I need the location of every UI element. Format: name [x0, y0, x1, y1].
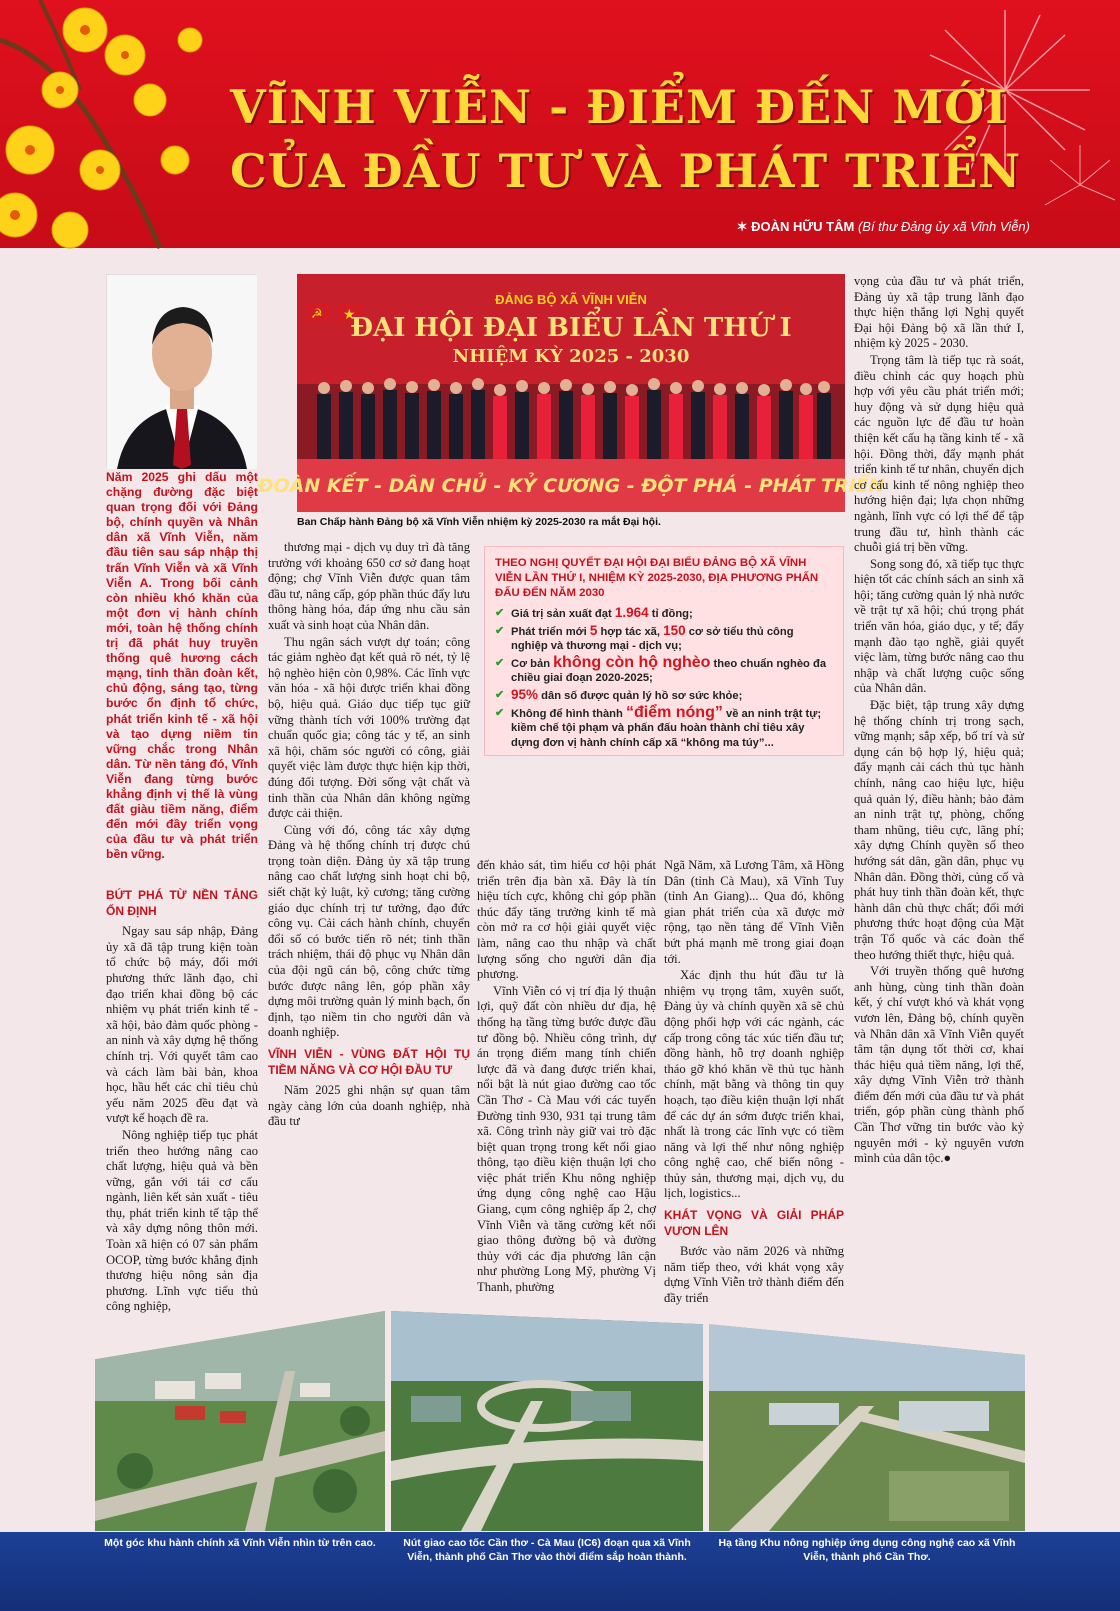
article-column-3	[477, 858, 656, 1310]
paragraph: Với truyền thống quê hương anh hùng, cùng tinh thần đoàn kết, ý chí vượt khó và khát vọng vươn lên, Đảng bộ, chính quyền và Nhân dân xã Vĩnh Viễn quyết tâm tận dụng tốt thời cơ, khai thác hiệu quả tiềm năng, lợi thế, xây dựng Vĩnh Viễn trở thành điểm đến mới của đầu tư và phát triển, góp phần cùng thành phố Cần Thơ vững tin bước vào kỷ nguyên mới - kỷ nguyên vươn mình của dân tộc.●	[854, 964, 1024, 1166]
paragraph: Ngay sau sáp nhập, Đảng ủy xã đã tập trung kiện toàn tổ chức bộ máy, đổi mới phương thức lãnh đạo, chỉ đạo triển khai đồng bộ các nhiệm vụ phát triển kinh tế - xã hội, bảo đảm quốc phòng - an ninh và xây dựng hệ thống chính trị. Với quyết tâm cao và cách làm bài bản, khoa học, hầu hết các chỉ tiêu chủ yếu năm 2025 đều đạt và vượt kế hoạch đề ra.	[106, 924, 258, 1126]
resolution-targets-box	[484, 546, 844, 756]
article-column-2	[268, 540, 470, 1310]
list-item: ✔ Phát triển mới 5 hợp tác xã, 150 cơ sở tiểu thủ công nghiệp và thương mại - dịch vụ;	[495, 622, 794, 653]
paragraph: Vĩnh Viễn có vị trí địa lý thuận lợi, quỹ đất còn nhiều dư địa, hệ thống hạ tầng từng bước được đầu tư đồng bộ. Nhiều công trình, dự án trọng điểm mang tính chiến lược đã và đang được triển khai, nổi bật là nút giao đường cao tốc Cần Thơ - Cà Mau với các tuyến Đường tỉnh 930, 931 tại trung tâm xã. Công trình này giữ vai trò đặc biệt quan trọng trong kết nối giao thông, tạo điều kiện thuận lợi cho việc phát triển Khu nông nghiệp ứng dụng công nghệ cao Hậu Giang, cụm công nghiệp ấp 2, chợ Vĩnh Viễn và tăng cường kết nối giao thông đường bộ và đường thủy với các địa phương lân cận như phường Long Mỹ, phường Vị Thanh, phường	[477, 983, 656, 1295]
paragraph: vọng của đầu tư và phát triển, Đảng ủy xã tập trung lãnh đạo thực hiện thắng lợi Nghị quyết Đại hội Đảng bộ xã lần thứ I, nhiệm kỳ 2025 - 2030.	[854, 274, 1024, 351]
check-icon: ✔	[495, 688, 505, 701]
list-item: ✔ Giá trị sản xuất đạt 1.964 tỉ đồng;	[495, 605, 693, 620]
photo-banner-event: ĐẠI HỘI ĐẠI BIỂU LẦN THỨ I	[350, 313, 792, 343]
section-heading-1: BỨT PHÁ TỪ NỀN TẢNG ỔN ĐỊNH	[106, 888, 258, 918]
paragraph: Bước vào năm 2026 và những năm tiếp theo, với khát vọng xây dựng Vĩnh Viễn trở thành điểm đến đầy triển	[664, 1244, 844, 1306]
paragraph: Ngã Năm, xã Lương Tâm, xã Hồng Dân (tỉnh Cà Mau), xã Vĩnh Tuy (tỉnh An Giang)... Qua đó, không gian phát triển của xã được mở rộng, tạo nền tảng để Vĩnh Viễn bứt phá mạnh mẽ trong giai đoạn tới.	[664, 858, 844, 966]
check-icon: ✔	[495, 624, 505, 637]
author-role: (Bí thư Đảng ủy xã Vĩnh Viễn)	[857, 219, 1030, 234]
photo-banner-term: NHIỆM KỲ 2025 - 2030	[452, 346, 690, 367]
list-item: ✔ 95% dân số được quản lý hồ sơ sức khỏe;	[495, 686, 743, 702]
page-title-line-2: CỦA ĐẦU TƯ VÀ PHÁT TRIỂN	[230, 144, 1022, 198]
byline	[737, 219, 1030, 235]
check-icon: ✔	[495, 706, 505, 719]
targets-list	[495, 606, 833, 750]
congress-photo-caption: Ban Chấp hành Đảng bộ xã Vĩnh Viễn nhiệm kỳ 2025-2030 ra mắt Đại hội.	[297, 516, 661, 528]
paragraph: Nông nghiệp tiếp tục phát triển theo hướng nâng cao chất lượng, hiệu quả và bền vững, gắn với tái cơ cấu ngành, liên kết sản xuất - tiêu thụ, phát triển kinh tế tập thể và xây dựng nông thôn mới. Toàn xã hiện có 07 sản phẩm OCOP, từng bước khẳng định thương hiệu nông sản địa phương. Lĩnh vực tiểu thủ công nghiệp,	[106, 1127, 258, 1314]
svg-text:☭: ☭	[311, 307, 323, 322]
aerial-photo-admin-area	[95, 1311, 385, 1531]
page-title-line-1: VĨNH VIỄN - ĐIỂM ĐẾN MỚI	[230, 80, 1008, 134]
box-title: THEO NGHỊ QUYẾT ĐẠI HỘI ĐẠI BIỂU ĐẢNG BỘ XÃ VĨNH VIỄN LẦN THỨ I, NHIỆM KỲ 2025-2030, ĐỊA PHƯƠNG PHẤN ĐẤU ĐẾN NĂM 2030	[495, 557, 819, 599]
paragraph: Năm 2025 ghi nhận sự quan tâm ngày càng lớn của doanh nghiệp, nhà đầu tư	[268, 1083, 470, 1129]
svg-text:★: ★	[343, 307, 356, 323]
paragraph: Đặc biệt, tập trung xây dựng hệ thống chính trị trong sạch, vững mạnh; sắp xếp, bố trí và sử dụng cán bộ hợp lý, hiệu quả; đẩy mạnh cải cách thủ tục hành chính, nâng cao hiệu lực, hiệu quả quản lý, điều hành; bảo đảm an ninh trật tự, phòng, chống tham nhũng, tiêu cực, lãng phí; xây dựng Chính quyền số theo hướng sát dân, gần dân, phục vụ Nhân dân. Đồng thời, củng cố và phát huy tinh thần đoàn kết, thực hành dân chủ thực chất; đổi mới phương thức hoạt động của Mặt trận Tổ quốc và các đoàn thể theo hướng thiết thực, hiệu quả.	[854, 698, 1024, 962]
lead-paragraph: Năm 2025 ghi dấu một chặng đường đặc biệt quan trọng đối với Đảng bộ, chính quyền và Nhân dân xã Vĩnh Viễn, năm đầu tiên sau sáp nhập thị trấn Vĩnh Viễn và xã Vĩnh Viễn A. Trong bối cảnh còn nhiều khó khăn của một đơn vị hành chính mới, toàn hệ thống chính trị đã phát huy truyền thống quê hương cách mạng, tinh thần đoàn kết, chủ động, sáng tạo, từng bước ổn định tổ chức, phát triển kinh tế - xã hội và tạo dựng niềm tin vững chắc trong Nhân dân. Từ nền tảng đó, Vĩnh Viễn đang từng bước khẳng định vị thế là vùng đất giàu tiềm năng, điểm đến mới đầy triển vọng của đầu tư và phát triển bền vững.	[106, 470, 258, 862]
photo-caption-2: Nút giao cao tốc Cần thơ - Cà Mau (IC6) đoạn qua xã Vĩnh Viễn, thành phố Cần Thơ vào thời điểm sắp hoàn thành.	[403, 1537, 691, 1563]
photo-banner-org: ĐẢNG BỘ XÃ VĨNH VIỄN	[495, 292, 647, 307]
aerial-photo-highway-interchange	[391, 1311, 703, 1531]
aerial-photo-hightech-agri-zone	[709, 1311, 1025, 1531]
paragraph: thương mại - dịch vụ duy trì đà tăng trưởng với khoảng 650 cơ sở đang hoạt động; chợ Vĩnh Viễn được quan tâm đầu tư, nâng cấp, góp phần thúc đẩy lưu thông hàng hóa, đáp ứng nhu cầu sản xuất và sinh hoạt của Nhân dân.	[268, 540, 470, 632]
check-icon: ✔	[495, 656, 505, 669]
aerial-photo-strip	[95, 1311, 1025, 1531]
apricot-blossom-decoration	[0, 0, 250, 248]
congress-photo	[257, 274, 885, 512]
end-mark: ●	[943, 1151, 952, 1166]
check-icon: ✔	[495, 607, 505, 619]
section-heading-2: VĨNH VIỄN - VÙNG ĐẤT HỘI TỤ TIỀM NĂNG VÀ CƠ HỘI ĐẦU TƯ	[268, 1047, 470, 1077]
photo-banner-slogan: ĐOÀN KẾT - DÂN CHỦ - KỶ CƯƠNG - ĐỘT PHÁ - PHÁT TRIỂN	[257, 475, 885, 497]
list-item: ✔ Không để hình thành “điểm nóng” về an ninh trật tự; kiềm chế tội phạm và phấn đấu hoàn thành chỉ tiêu xây dựng đơn vị hành chính cấp xã “không ma túy”...	[495, 703, 822, 749]
paragraph: Xác định thu hút đầu tư là nhiệm vụ trọng tâm, xuyên suốt, Đảng ủy và chính quyền xã sẽ chủ động phối hợp với các ngành, các cấp trong công tác xúc tiến đầu tư; đồng hành, hỗ trợ doanh nghiệp tháo gỡ khó khăn về thủ tục hành chính, mặt bằng và thông tin quy hoạch, tạo điều kiện thuận lợi nhất để các dự án sớm được triển khai, nhất là trong các lĩnh vực có tiềm năng và lợi thế như nông nghiệp công nghệ cao, chế biến nông - thủy sản, thương mại, dịch vụ, du lịch, logistics...	[664, 968, 844, 1201]
star-icon: ✶	[736, 219, 748, 234]
author-name: ĐOÀN HỮU TÂM	[751, 219, 855, 234]
photo-caption-1: Một góc khu hành chính xã Vĩnh Viễn nhìn từ trên cao.	[104, 1537, 376, 1549]
paragraph: đến khảo sát, tìm hiểu cơ hội phát triển trên địa bàn xã. Đây là tín hiệu tích cực, không chỉ góp phần thúc đẩy tăng trưởng kinh tế mà còn mở ra cơ hội giải quyết việc làm, nâng cao thu nhập và chất lượng sống cho người dân địa phương.	[477, 858, 656, 982]
paragraph: Cùng với đó, công tác xây dựng Đảng và hệ thống chính trị được chú trọng toàn diện. Đảng ủy xã tập trung nâng cao chất lượng sinh hoạt chi bộ, siết chặt kỷ luật, kỷ cương; tăng cường giáo dục chính trị tư tưởng, đạo đức công vụ. Cải cách hành chính, chuyển đổi số có bước tiến rõ nét; tinh thần trách nhiệm, thái độ phục vụ Nhân dân của đội ngũ cán bộ, công chức từng bước được nâng lên, góp phần xây dựng môi trường quản lý minh bạch, ổn định, tạo niềm tin cho người dân và doanh nghiệp.	[268, 822, 470, 1040]
paragraph: Thu ngân sách vượt dự toán; công tác giảm nghèo đạt kết quả rõ nét, tỷ lệ hộ nghèo hiện còn 0,98%. Các lĩnh vực văn hóa - xã hội được triển khai đồng bộ, hiệu quả. Giáo dục tiếp tục giữ vững thành tích với 100% trường đạt chuẩn quốc gia; công tác y tế, an sinh xã hội, chăm sóc người có công, giải quyết việc làm được thực hiện kịp thời, đúng đối tượng. Đời sống vật chất và tinh thần của Nhân dân không ngừng được cải thiện.	[268, 634, 470, 821]
article-column-4	[664, 858, 844, 1310]
photo-caption-3: Hạ tầng Khu nông nghiệp ứng dụng công nghệ cao xã Vĩnh Viễn, thành phố Cần Thơ.	[718, 1537, 1016, 1563]
article-column-1	[106, 882, 258, 1314]
author-portrait	[106, 274, 256, 468]
paragraph: Song song đó, xã tiếp tục thực hiện tốt các chính sách an sinh xã hội; tăng cường quản lý nhà nước về trật tự xã hội; chú trọng phát triển văn hóa, giáo dục, y tế; đẩy mạnh đào tạo nghề, giải quyết việc làm, từng bước nâng cao thu nhập và chất lượng cuộc sống của Nhân dân.	[854, 556, 1024, 696]
list-item: ✔ Cơ bản không còn hộ nghèo theo chuẩn nghèo đa chiều giai đoạn 2020-2025;	[495, 653, 827, 685]
section-heading-3: KHÁT VỌNG VÀ GIẢI PHÁP VƯƠN LÊN	[664, 1208, 844, 1238]
paragraph: Trọng tâm là tiếp tục rà soát, điều chỉnh các quy hoạch phù hợp với yêu cầu phát triển mới; huy động và sử dụng hiệu quả các nguồn lực để đầu tư hoàn thiện kết cấu hạ tầng kinh tế - xã hội. Đồng thời, đẩy mạnh phát triển kinh tế tư nhân, chuyển dịch cơ cấu kinh tế nông nghiệp theo hướng hiện đại; lựa chọn những ngành, lĩnh vực có lợi thế để tập trung đầu tư, hình thành các chuỗi giá trị bền vững.	[854, 352, 1024, 555]
header-banner	[0, 0, 1120, 248]
article-column-5	[854, 274, 1024, 1310]
